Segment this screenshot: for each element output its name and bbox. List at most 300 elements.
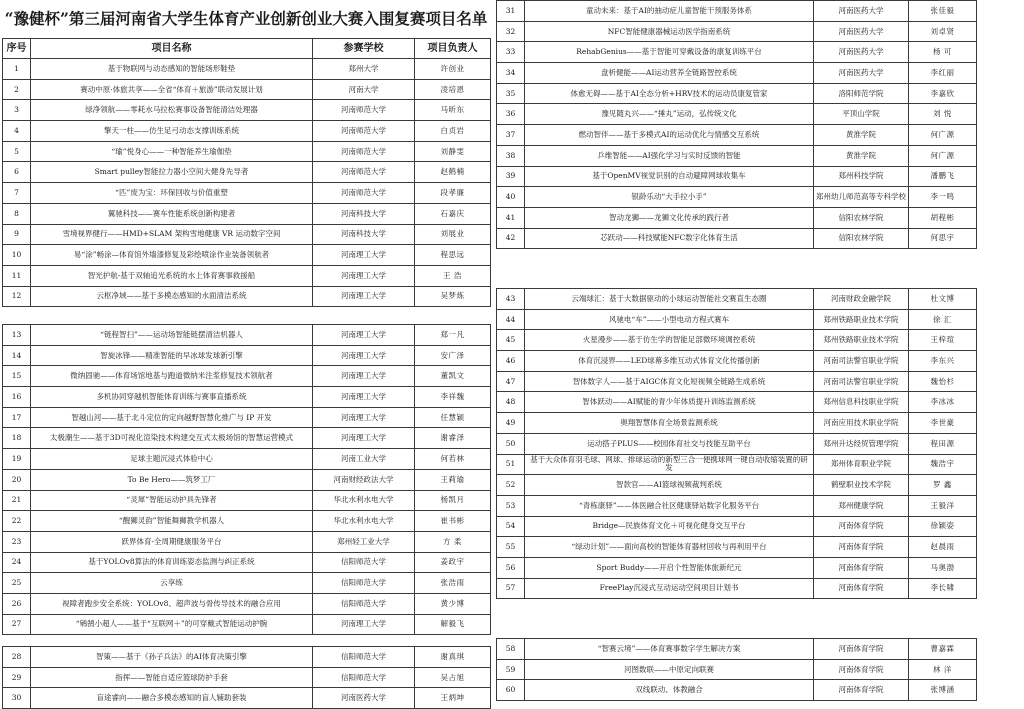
school-name: 河南医药大学 xyxy=(814,22,909,42)
project-name: 翼驰科技——赛车性能系统创新构建者 xyxy=(31,204,313,224)
row-number: 45 xyxy=(497,330,525,350)
row-number: 7 xyxy=(3,183,31,203)
school-name: 河南科技大学 xyxy=(313,225,415,245)
school-name: 郑州铁路职业技术学院 xyxy=(814,310,909,330)
row-number: 17 xyxy=(3,408,31,428)
row-number: 47 xyxy=(497,372,525,392)
row-number: 44 xyxy=(497,310,525,330)
project-leader: 李嘉欣 xyxy=(909,84,977,104)
school-name: 河南师范大学 xyxy=(313,162,415,182)
table-row xyxy=(3,553,491,574)
project-leader: 程田源 xyxy=(909,434,977,454)
table-row xyxy=(3,325,491,346)
row-number: 48 xyxy=(497,392,525,412)
school-name: 河南理工大学 xyxy=(313,366,415,386)
table-row xyxy=(497,660,977,681)
school-name: 郑州幼儿师范高等专科学校 xyxy=(814,187,909,207)
table-row xyxy=(497,22,977,43)
school-name: 信阳师范大学 xyxy=(313,647,415,667)
school-name: 鹤壁职业技术学院 xyxy=(814,475,909,495)
school-name: 郑州大学 xyxy=(313,59,415,79)
row-number: 57 xyxy=(497,579,525,599)
project-name: 跃界体育-全周期健康服务平台 xyxy=(31,532,313,552)
table-row xyxy=(497,125,977,146)
row-number: 43 xyxy=(497,289,525,309)
row-number: 16 xyxy=(3,387,31,407)
school-name: 河南体育学院 xyxy=(814,639,909,659)
table-row xyxy=(3,387,491,408)
project-name: 豫见随丸兴——“捶丸”运动，弘传统文化 xyxy=(525,104,814,124)
school-name: 河南应用技术职业学院 xyxy=(814,413,909,433)
project-name: “智赛云境”——体育赛事数字学生解决方案 xyxy=(525,639,814,659)
project-leader: 魏怡杉 xyxy=(909,372,977,392)
project-name: 智体数字人——基于AIGC体育文化短视频全链路生成系统 xyxy=(525,372,814,392)
project-leader: 曹嘉霖 xyxy=(909,639,977,659)
school-name: 郑州体育职业学院 xyxy=(814,455,909,475)
row-number: 60 xyxy=(497,680,525,700)
table-row xyxy=(497,330,977,351)
project-name: 微纳固驰——体育场馆地基与跑道微纳米注浆修复技术领航者 xyxy=(31,366,313,386)
project-leader: 王莉瑜 xyxy=(415,470,491,490)
table-row xyxy=(3,668,491,689)
project-name: 体育沉浸界——LED球幕多维互动式体育文化传播创新 xyxy=(525,351,814,371)
project-leader: 王 浩 xyxy=(415,266,491,286)
row-number: 51 xyxy=(497,455,525,475)
school-name: 河南财经政法大学 xyxy=(313,470,415,490)
project-name: 运动搭子PLUS——校园体育社交与技能互助平台 xyxy=(525,434,814,454)
table-row xyxy=(497,413,977,434)
project-name: 盘析健能——AI运动营养全链路智控系统 xyxy=(525,63,814,83)
header-school: 参赛学校 xyxy=(313,39,415,58)
table-row xyxy=(497,104,977,125)
row-number: 20 xyxy=(3,470,31,490)
project-leader: 安广泽 xyxy=(415,346,491,366)
row-number: 28 xyxy=(3,647,31,667)
table-row xyxy=(497,1,977,22)
row-number: 53 xyxy=(497,496,525,516)
school-name: 河南医药大学 xyxy=(814,1,909,21)
school-name: 河南工业大学 xyxy=(313,449,415,469)
project-name: 童动未来：基于AI的抽动症儿童智能干预服务体系 xyxy=(525,1,814,21)
project-leader: 刘静雯 xyxy=(415,142,491,162)
project-leader: 胡程彬 xyxy=(909,208,977,228)
row-number: 46 xyxy=(497,351,525,371)
row-number: 33 xyxy=(497,42,525,62)
table-row xyxy=(497,434,977,455)
school-name: 信阳师范大学 xyxy=(313,553,415,573)
header-no: 序号 xyxy=(3,39,31,58)
row-number: 9 xyxy=(3,225,31,245)
row-number: 23 xyxy=(3,532,31,552)
project-name: Smart pulley智能拉力器小空间大健身先导者 xyxy=(31,162,313,182)
project-name: Sport Buddy——开启个性智能体旅新纪元 xyxy=(525,558,814,578)
project-name: “醒狮灵韵”智能舞狮教学机器人 xyxy=(31,511,313,531)
row-number: 52 xyxy=(497,475,525,495)
school-name: 河南体育学院 xyxy=(814,660,909,680)
project-name: 火星漫步——基于仿生学的智能足部微环境调控系统 xyxy=(525,330,814,350)
project-name: 多机协同穿越机智能体育训练与赛事直播系统 xyxy=(31,387,313,407)
school-name: 郑州轻工业大学 xyxy=(313,532,415,552)
school-name: 华北水利水电大学 xyxy=(313,491,415,511)
table-row xyxy=(497,42,977,63)
school-name: 河南财政金融学院 xyxy=(814,289,909,309)
project-leader: 李祥魏 xyxy=(415,387,491,407)
school-name: 河南体育学院 xyxy=(814,579,909,599)
row-number: 15 xyxy=(3,366,31,386)
project-leader: 黄少博 xyxy=(415,594,491,614)
project-leader: 方 柔 xyxy=(415,532,491,552)
row-number: 3 xyxy=(3,100,31,120)
row-number: 50 xyxy=(497,434,525,454)
school-name: 河南师范大学 xyxy=(313,142,415,162)
project-name: 基于YOLOv8算法的体育训练姿态监测与纠正系统 xyxy=(31,553,313,573)
project-name: 智光护航-基于双轴追光系统的水上体育赛事救援船 xyxy=(31,266,313,286)
table-row xyxy=(3,491,491,512)
row-number: 49 xyxy=(497,413,525,433)
project-leader: 杨凯月 xyxy=(415,491,491,511)
table-row xyxy=(497,84,977,105)
table-row xyxy=(3,287,491,308)
project-name: 基于大众体育羽毛球、网球、排球运动的新型三合一便携球网一键自动收缩装置的研发 xyxy=(525,455,814,475)
table-row xyxy=(3,204,491,225)
table-left-3 xyxy=(2,646,491,709)
school-name: 河南师范大学 xyxy=(313,183,415,203)
project-leader: 林 洋 xyxy=(909,660,977,680)
project-leader: 凌培恩 xyxy=(415,80,491,100)
school-name: 河南大学 xyxy=(313,80,415,100)
project-leader: 董凯文 xyxy=(415,366,491,386)
header-leader: 项目负责人 xyxy=(415,39,491,58)
row-number: 13 xyxy=(3,325,31,345)
table-row xyxy=(3,142,491,163)
school-name: 信阳师范大学 xyxy=(313,573,415,593)
school-name: 河南理工大学 xyxy=(313,428,415,448)
project-name: “绿动计划”——面向高校的智能体育器材回收与再利用平台 xyxy=(525,537,814,557)
project-name: 智越山河——基于北斗定位的定向越野智慧化推广与 IP 开发 xyxy=(31,408,313,428)
row-number: 24 xyxy=(3,553,31,573)
row-number: 38 xyxy=(497,146,525,166)
project-name: Bridge—民族体育文化＋可视化健身交互平台 xyxy=(525,517,814,537)
school-name: 河南理工大学 xyxy=(313,387,415,407)
project-leader: 李世豪 xyxy=(909,413,977,433)
header-project-name: 项目名称 xyxy=(31,39,313,58)
table-row xyxy=(3,428,491,449)
project-leader: 何若林 xyxy=(415,449,491,469)
row-number: 19 xyxy=(3,449,31,469)
school-name: 河南医药大学 xyxy=(814,63,909,83)
table-row xyxy=(497,455,977,476)
project-name: 云享练 xyxy=(31,573,313,593)
project-name: 赛动中原·体旅共享——全省“体育＋旅游”联动发展计划 xyxy=(31,80,313,100)
project-leader: 刘卓贤 xyxy=(909,22,977,42)
row-number: 10 xyxy=(3,245,31,265)
table-row xyxy=(497,63,977,84)
school-name: 洛阳师范学院 xyxy=(814,84,909,104)
school-name: 河南体育学院 xyxy=(814,537,909,557)
table-row xyxy=(3,225,491,246)
project-name: 太极潮生——基于3D可视化渲染技术构建交互式太极场馆的智慧运营模式 xyxy=(31,428,313,448)
school-name: 河南体育学院 xyxy=(814,517,909,537)
project-name: “灵犀”智能运动护具先锋者 xyxy=(31,491,313,511)
school-name: 信阳师范大学 xyxy=(313,668,415,688)
project-leader: 徐 汇 xyxy=(909,310,977,330)
row-number: 5 xyxy=(3,142,31,162)
table-row xyxy=(497,517,977,538)
project-leader: 刘 悦 xyxy=(909,104,977,124)
project-leader: 段孝廉 xyxy=(415,183,491,203)
project-leader: 张佳毅 xyxy=(909,1,977,21)
project-leader: 潘鹏飞 xyxy=(909,167,977,187)
row-number: 30 xyxy=(3,688,31,708)
project-name: 云端球汇：基于大数据驱动的小球运动智能社交赛直生态圈 xyxy=(525,289,814,309)
project-leader: 谢真琪 xyxy=(415,647,491,667)
school-name: 信阳师范大学 xyxy=(313,594,415,614)
table-row xyxy=(497,146,977,167)
school-name: 郑州科技学院 xyxy=(814,167,909,187)
table-row xyxy=(3,346,491,367)
row-number: 39 xyxy=(497,167,525,187)
project-name: “瑜”悦身心——一种智能养生瑜伽垫 xyxy=(31,142,313,162)
table-row xyxy=(3,183,491,204)
project-name: 体愈无碍——基于AI全态分析+HRV技术的运动员康复管家 xyxy=(525,84,814,104)
project-leader: 许创业 xyxy=(415,59,491,79)
school-name: 郑州信息科技职业学院 xyxy=(814,392,909,412)
school-name: 河南理工大学 xyxy=(313,266,415,286)
school-name: 黄淮学院 xyxy=(814,146,909,166)
project-leader: 程思远 xyxy=(415,245,491,265)
project-name: 易“涂”畅涂—体育馆外墙漆修复及彩绘喷涂作业装备领航者 xyxy=(31,245,313,265)
school-name: 河南师范大学 xyxy=(313,100,415,120)
row-number: 8 xyxy=(3,204,31,224)
row-number: 12 xyxy=(3,287,31,307)
school-name: 河南司法警官职业学院 xyxy=(814,372,909,392)
row-number: 11 xyxy=(3,266,31,286)
table-row xyxy=(497,289,977,310)
school-name: 河南理工大学 xyxy=(313,287,415,307)
row-number: 18 xyxy=(3,428,31,448)
project-leader: 石嘉庆 xyxy=(415,204,491,224)
school-name: 河南理工大学 xyxy=(313,615,415,635)
project-leader: 李东兴 xyxy=(909,351,977,371)
table-row xyxy=(3,121,491,142)
project-name: 智体跃动——AI赋能的青少年体质提升训练监测系统 xyxy=(525,392,814,412)
project-leader: 吴梦炼 xyxy=(415,287,491,307)
project-name: 擎天一柱——仿生足弓动态支撑训练系统 xyxy=(31,121,313,141)
table-row xyxy=(497,229,977,250)
school-name: 河南师范大学 xyxy=(313,121,415,141)
school-name: 河南理工大学 xyxy=(313,245,415,265)
project-leader: 魏浩宇 xyxy=(909,455,977,475)
school-name: 黄淮学院 xyxy=(814,125,909,145)
table-row xyxy=(3,511,491,532)
row-number: 40 xyxy=(497,187,525,207)
project-name: 智旋冰锋——精准智能的早冰球发球新引擎 xyxy=(31,346,313,366)
school-name: 信阳农林学院 xyxy=(814,229,909,249)
project-leader: 刘展业 xyxy=(415,225,491,245)
row-number: 29 xyxy=(3,668,31,688)
project-name: 智策——基于《孙子兵法》的AI体育决策引擎 xyxy=(31,647,313,667)
project-leader: 赵鹤楠 xyxy=(415,162,491,182)
school-name: 河南体育学院 xyxy=(814,558,909,578)
school-name: 河南理工大学 xyxy=(313,325,415,345)
school-name: 河南科技大学 xyxy=(313,204,415,224)
school-name: 河南司法警官职业学院 xyxy=(814,351,909,371)
row-number: 34 xyxy=(497,63,525,83)
row-number: 36 xyxy=(497,104,525,124)
table-row xyxy=(497,167,977,188)
table-row xyxy=(3,688,491,709)
row-number: 1 xyxy=(3,59,31,79)
project-name: “青栋康驿”——体医融合社区健康驿站数字化服务平台 xyxy=(525,496,814,516)
school-name: 河南理工大学 xyxy=(313,346,415,366)
project-name: 河图数联——中原定向联赛 xyxy=(525,660,814,680)
page-title: “豫健杯”第三届河南省大学生体育产业创新创业大赛入围复赛项目名单 xyxy=(4,9,488,28)
project-name: RehabGenius——基于智能可穿戴设备的康复训练平台 xyxy=(525,42,814,62)
project-name: NFC智能健康器械运动医学指南系统 xyxy=(525,22,814,42)
project-leader: 王炳坤 xyxy=(415,688,491,708)
school-name: 华北水利水电大学 xyxy=(313,511,415,531)
table-row xyxy=(497,558,977,579)
project-name: 盲途睿向——融合多模态感知的盲人辅助套装 xyxy=(31,688,313,708)
table-row xyxy=(497,475,977,496)
row-number: 4 xyxy=(3,121,31,141)
project-leader: 崔书彬 xyxy=(415,511,491,531)
table-row xyxy=(3,532,491,553)
project-leader: 赵晨雨 xyxy=(909,537,977,557)
table-row xyxy=(497,639,977,660)
project-name: 基于物联网与动态感知的智能场形鞋垫 xyxy=(31,59,313,79)
school-name: 河南医药大学 xyxy=(814,42,909,62)
row-number: 6 xyxy=(3,162,31,182)
project-name: 足球主题沉浸式体验中心 xyxy=(31,449,313,469)
project-leader: 郑一凡 xyxy=(415,325,491,345)
school-name: 河南医药大学 xyxy=(313,688,415,708)
project-leader: 李红丽 xyxy=(909,63,977,83)
project-name: 奥翔智慧体育全场景监测系统 xyxy=(525,413,814,433)
project-name: 基于OpenMV视觉识别的自动避障网球收集车 xyxy=(525,167,814,187)
school-name: 郑州升达经贸管理学院 xyxy=(814,434,909,454)
project-leader: 何广源 xyxy=(909,146,977,166)
table-row xyxy=(3,266,491,287)
project-name: 雪境视界健行——HMD+SLAM 架构雪地健康 VR 运动数字空间 xyxy=(31,225,313,245)
project-name: “匹”废为宝：环保回收与价值重塑 xyxy=(31,183,313,203)
project-leader: 任慧颖 xyxy=(415,408,491,428)
table-row xyxy=(497,392,977,413)
table-row xyxy=(3,470,491,491)
project-name: To Be Hero——筑梦工厂 xyxy=(31,470,313,490)
row-number: 25 xyxy=(3,573,31,593)
project-name: “鹓鹄小超人——基于“互联网＋”的可穿戴式智能运动护腕 xyxy=(31,615,313,635)
school-name: 郑州铁路职业技术学院 xyxy=(814,330,909,350)
table-row xyxy=(497,496,977,517)
project-name: 智款官——AI篮球视频裁判系统 xyxy=(525,475,814,495)
table-left-1 xyxy=(2,38,491,307)
project-leader: 解毅飞 xyxy=(415,615,491,635)
table-row xyxy=(3,59,491,80)
project-name: 双线联动、体教融合 xyxy=(525,680,814,700)
school-name: 河南体育学院 xyxy=(814,680,909,700)
school-name: 河南理工大学 xyxy=(313,408,415,428)
table-row xyxy=(497,579,977,600)
table-header-row xyxy=(3,39,491,59)
project-leader: 李长啸 xyxy=(909,579,977,599)
project-name: FreePlay沉浸式互动运动空间项目计划书 xyxy=(525,579,814,599)
row-number: 42 xyxy=(497,229,525,249)
table-right-2 xyxy=(496,288,977,599)
table-row xyxy=(3,245,491,266)
project-name: 乒维智能——AI强化学习与实时反馈的智能 xyxy=(525,146,814,166)
project-name: 绿净领航——零耗水马拉松赛事设备智能清洁处理器 xyxy=(31,100,313,120)
project-leader: 王毅洋 xyxy=(909,496,977,516)
project-leader: 李一鸣 xyxy=(909,187,977,207)
project-name: “链程智扫”——运动场智能链摆清洁机器人 xyxy=(31,325,313,345)
table-row xyxy=(3,594,491,615)
table-row xyxy=(3,449,491,470)
row-number: 35 xyxy=(497,84,525,104)
row-number: 59 xyxy=(497,660,525,680)
project-leader: 杜文博 xyxy=(909,289,977,309)
row-number: 58 xyxy=(497,639,525,659)
project-name: 指挥——智能自适应篮球防护手套 xyxy=(31,668,313,688)
table-row xyxy=(3,366,491,387)
project-leader: 王梓瑄 xyxy=(909,330,977,350)
row-number: 27 xyxy=(3,615,31,635)
table-left-2 xyxy=(2,324,491,635)
project-leader: 徐颖姿 xyxy=(909,517,977,537)
row-number: 22 xyxy=(3,511,31,531)
table-row xyxy=(3,615,491,636)
project-leader: 白贞岩 xyxy=(415,121,491,141)
row-number: 31 xyxy=(497,1,525,21)
project-name: 燃动智伴——基于多模式AI的运动优化与情感交互系统 xyxy=(525,125,814,145)
row-number: 26 xyxy=(3,594,31,614)
table-right-3 xyxy=(496,638,977,701)
school-name: 郑州健康学院 xyxy=(814,496,909,516)
project-leader: 谢睿泽 xyxy=(415,428,491,448)
table-row xyxy=(497,372,977,393)
table-row xyxy=(497,537,977,558)
project-leader: 吴占旭 xyxy=(415,668,491,688)
project-leader: 何思宇 xyxy=(909,229,977,249)
row-number: 55 xyxy=(497,537,525,557)
row-number: 2 xyxy=(3,80,31,100)
table-right-1 xyxy=(496,0,977,249)
project-name: 银龄乐动“大手拉小手” xyxy=(525,187,814,207)
project-leader: 姜政宇 xyxy=(415,553,491,573)
project-name: 风驰电“车”——小型电动方程式赛车 xyxy=(525,310,814,330)
table-row xyxy=(497,187,977,208)
row-number: 41 xyxy=(497,208,525,228)
table-row xyxy=(3,80,491,101)
table-row xyxy=(3,162,491,183)
table-row xyxy=(497,680,977,701)
project-name: 视障者跑步安全系统：YOLOv8、超声波与骨传导技术的融合应用 xyxy=(31,594,313,614)
project-leader: 李冰冰 xyxy=(909,392,977,412)
row-number: 14 xyxy=(3,346,31,366)
project-leader: 张浩雨 xyxy=(415,573,491,593)
project-leader: 马奥渤 xyxy=(909,558,977,578)
table-row xyxy=(3,647,491,668)
row-number: 54 xyxy=(497,517,525,537)
table-row xyxy=(497,208,977,229)
school-name: 平顶山学院 xyxy=(814,104,909,124)
school-name: 信阳农林学院 xyxy=(814,208,909,228)
row-number: 37 xyxy=(497,125,525,145)
table-row xyxy=(3,100,491,121)
row-number: 21 xyxy=(3,491,31,511)
project-leader: 何广源 xyxy=(909,125,977,145)
project-name: 芯跃动——科技赋能NFC数字化体育生活 xyxy=(525,229,814,249)
